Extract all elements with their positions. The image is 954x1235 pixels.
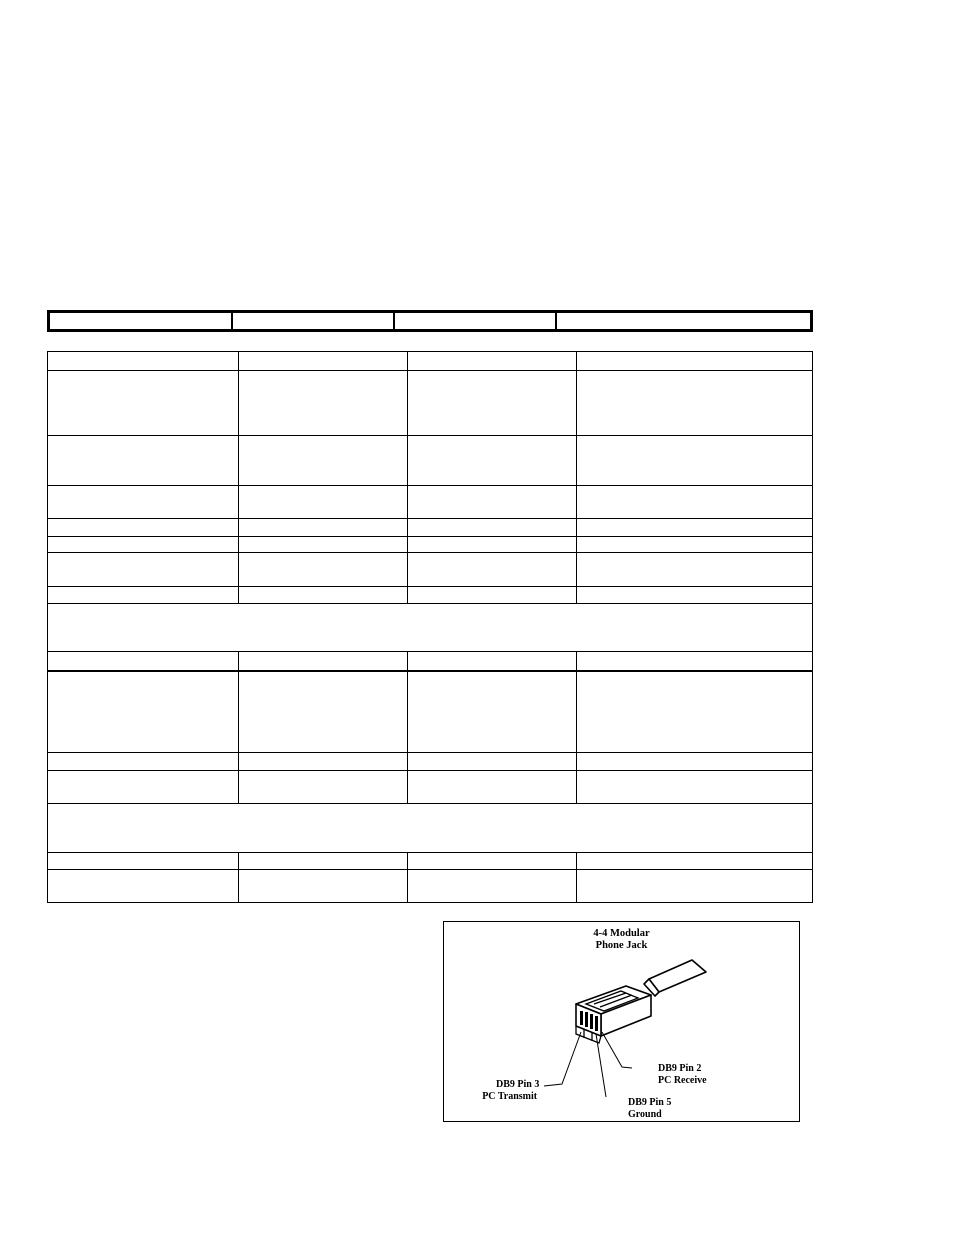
header-table: [47, 310, 813, 332]
header-cell: [233, 313, 395, 329]
table-row: [48, 672, 812, 753]
pin5-label-line: DB9 Pin 5: [628, 1097, 672, 1108]
table-row: [48, 587, 812, 604]
figure-title-line: Phone Jack: [595, 940, 648, 951]
table-row: [48, 753, 812, 771]
pin3-label-line: DB9 Pin 3: [496, 1079, 540, 1090]
pin5-label-line: Ground: [628, 1108, 662, 1120]
table-row: [48, 371, 812, 436]
table-row: [48, 519, 812, 537]
table-row: [48, 870, 812, 902]
pin2-label-line: PC Receive: [658, 1074, 707, 1086]
table-row: [48, 553, 812, 587]
spec-table: [47, 351, 813, 903]
pin3-label: [480, 1079, 539, 1102]
phone-jack-figure: [443, 921, 800, 1122]
header-cell: [557, 313, 810, 329]
table-row: [48, 771, 812, 804]
header-cell: [395, 313, 557, 329]
pin3-label-line: PC Transmit: [482, 1090, 538, 1102]
pin2-label-line: DB9 Pin 2: [658, 1063, 702, 1074]
table-section-row: [48, 804, 812, 853]
table-row: [48, 652, 812, 672]
table-row: [48, 486, 812, 519]
pin2-label: [658, 1063, 707, 1086]
header-cell: [50, 313, 233, 329]
table-row: [48, 352, 812, 371]
figure-title-line: 4-4 Modular: [593, 928, 650, 939]
table-row: [48, 436, 812, 486]
table-section-row: [48, 604, 812, 652]
table-row: [48, 853, 812, 870]
pin5-label: [628, 1097, 671, 1120]
table-row: [48, 537, 812, 553]
